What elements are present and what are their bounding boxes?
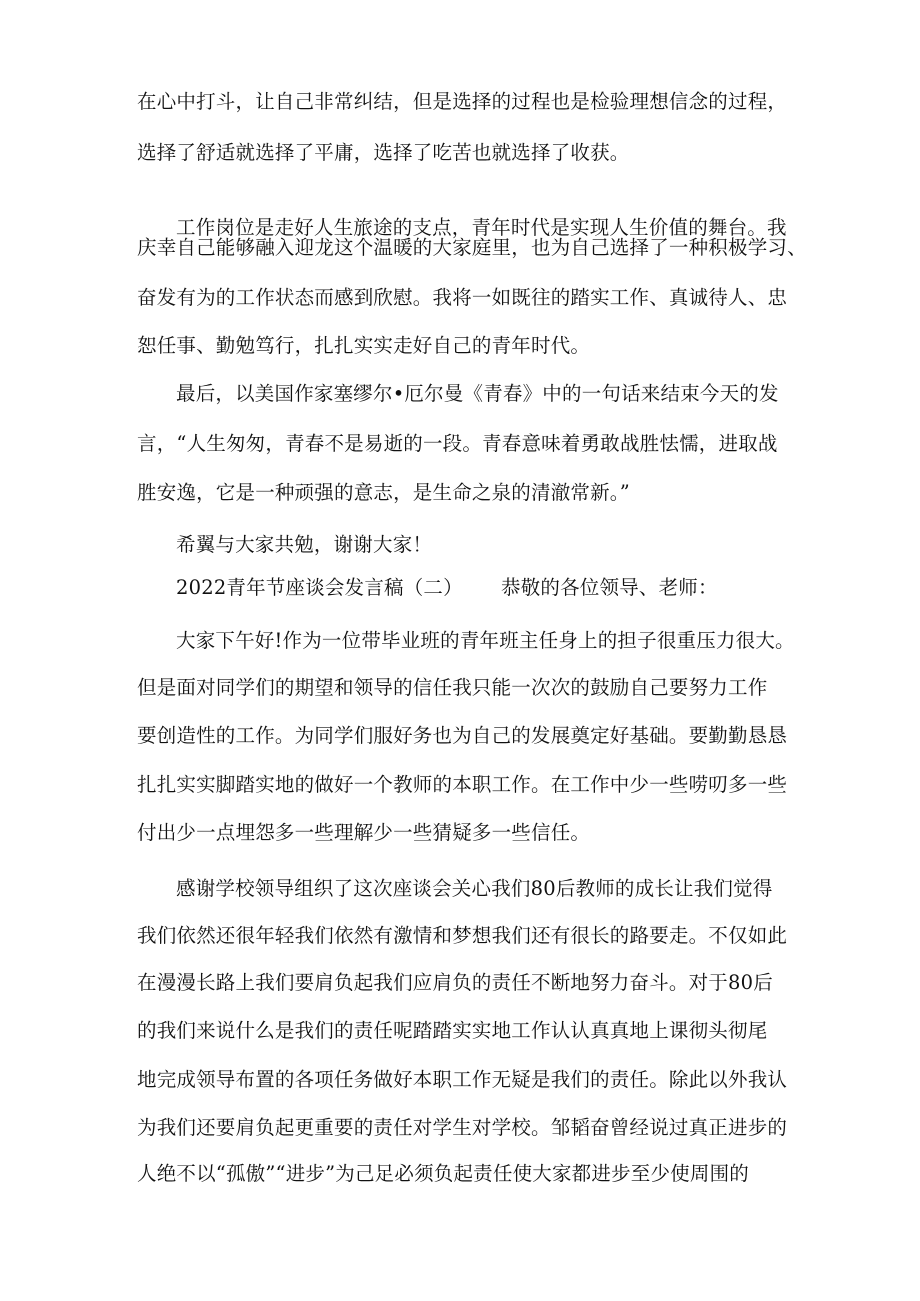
text-line: 我们依然还很年轻我们依然有激情和梦想我们还有很长的路要走。不仅如此 <box>137 924 788 947</box>
text-line: 在漫漫长路上我们要肩负起我们应肩负的责任不断地努力奋斗。对于80后 <box>137 971 773 994</box>
text-line: 恕任事、勤勉笃行，扎扎实实走好自己的青年时代。 <box>137 334 591 357</box>
text-line: 扎扎实实脚踏实地的做好一个教师的本职工作。在工作中少一些唠叨多一些 <box>137 773 788 796</box>
text-line: 在心中打斗，让自己非常纠结，但是选择的过程也是检验理想信念的过程， <box>137 90 788 113</box>
text-line: 地完成领导布置的各项任务做好本职工作无疑是我们的责任。除此以外我认 <box>137 1068 788 1091</box>
text-line: 为我们还要肩负起更重要的责任对学生对学校。邹韬奋曾经说过真正进步的 <box>137 1116 788 1139</box>
text-line: 付出少一点埋怨多一些理解少一些猜疑多一些信任。 <box>137 821 591 844</box>
paragraph-start-line: 工作岗位是走好人生旅途的支点，青年时代是实现人生价值的舞台。我 <box>176 216 787 239</box>
text-line: 要创造性的工作。为同学们服好务也为自己的发展奠定好基础。要勤勤恳恳 <box>137 724 788 747</box>
text-line: 胜安逸，它是一种顽强的意志，是生命之泉的清澈常新。” <box>137 481 630 504</box>
text-line: 的我们来说什么是我们的责任呢踏踏实实地工作认认真真地上课彻头彻尾 <box>137 1019 768 1042</box>
text-line: 选择了舒适就选择了平庸，选择了吃苦也就选择了收获。 <box>137 141 630 164</box>
paragraph-start-line: 希翼与大家共勉，谢谢大家！ <box>176 533 433 556</box>
text-line: 庆幸自己能够融入迎龙这个温暖的大家庭里，也为自己选择了一种积极学习、 <box>137 236 807 259</box>
text-line: 言，“人生匆匆，青春不是易逝的一段。青春意味着勇敢战胜怯懦，进取战 <box>137 432 778 455</box>
text-line: 人绝不以“孤傲”“进步”为己足必须负起责任使大家都进步至少使周围的 <box>137 1162 749 1185</box>
text-line: 但是面对同学们的期望和领导的信任我只能一次次的鼓励自己要努力工作 <box>137 676 768 699</box>
salutation: 恭敬的各位领导、老师： <box>501 576 718 599</box>
paragraph-start-line: 感谢学校领导组织了这次座谈会关心我们80后教师的成长让我们觉得 <box>176 877 773 900</box>
paragraph-start-line: 大家下午好!作为一位带毕业班的青年班主任身上的担子很重压力很大。 <box>176 629 795 652</box>
paragraph-start-line: 最后，以美国作家塞缪尔•厄尔曼《青春》中的一句话来结束今天的发 <box>176 382 779 405</box>
text-line: 奋发有为的工作状态而感到欣慰。我将一如既往的踏实工作、真诚待人、忠 <box>137 286 788 309</box>
section-title: 2022青年节座谈会发言稿（二） <box>176 576 463 599</box>
